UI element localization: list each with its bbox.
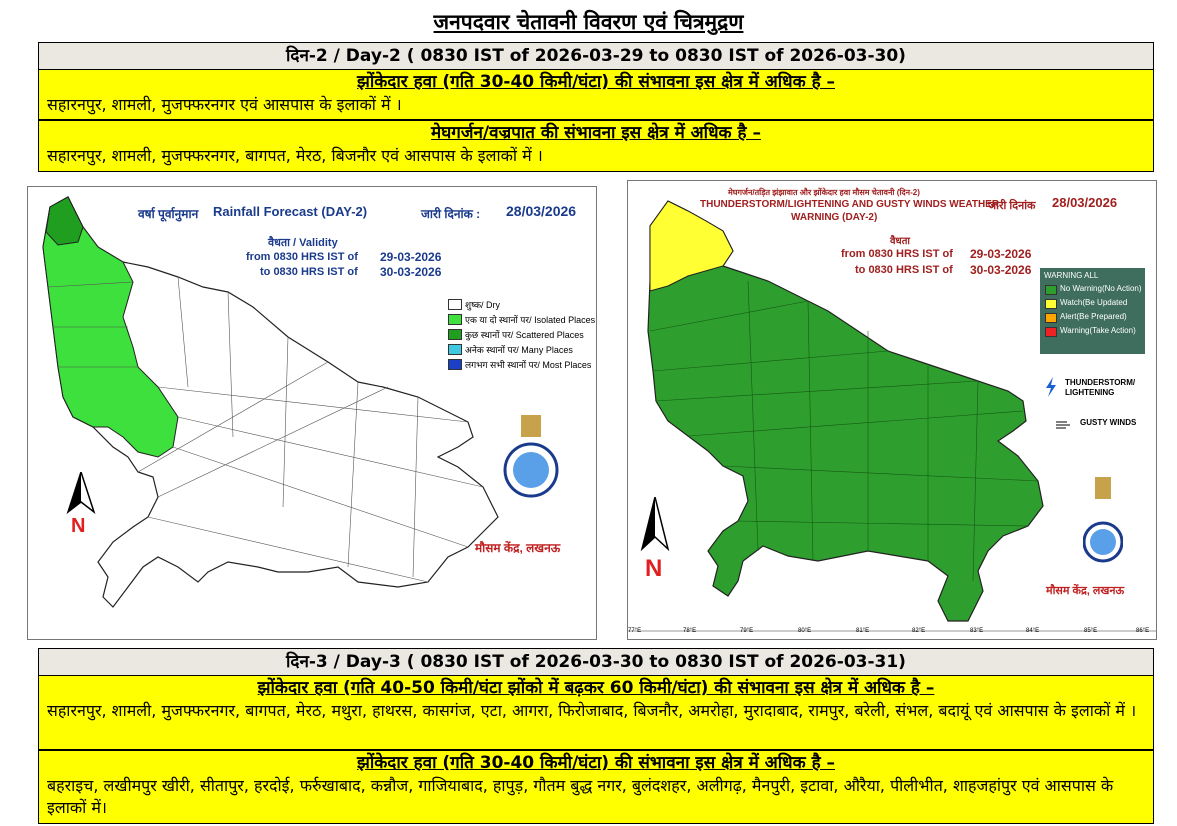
rainfall-forecast-map xyxy=(27,186,597,640)
warning-title-en-2: WARNING (DAY-2) xyxy=(791,212,878,223)
day3-gusty-strong-districts: सहारनपुर, शामली, मुजफ्फरनगर, बागपत, मेरठ, मथुरा, हाथरस, कासगंज, एटा, आगरा, फिरोजाबाद, बिजनौर, अमरोहा, मुरादाबाद, रामपुर, बरेली, संभल, बदायूं एवं आसपास के इलाकों में । xyxy=(47,701,1137,720)
day2-gusty-block xyxy=(38,70,1154,120)
rainfall-to-date: 30-03-2026 xyxy=(380,265,442,279)
day3-header: दिन-3 / Day-3 ( 0830 IST of 2026-03-30 to 0830 IST of 2026-03-31) xyxy=(38,648,1154,676)
legend-swatch-most xyxy=(448,359,462,370)
legend-swatch-dry xyxy=(448,299,462,310)
warning-to-label: to 0830 HRS IST of xyxy=(855,264,953,276)
day2-gusty-districts: सहारनपुर, शामली, मुजफ्फरनगर एवं आसपास के इलाकों में । xyxy=(47,95,402,114)
legend-label-dry: शुष्क/ Dry xyxy=(465,300,501,310)
rainfall-title-hi: वर्षा पूर्वानुमान xyxy=(138,207,199,221)
lon-tick: 77°E xyxy=(628,628,642,634)
day2-header: दिन-2 / Day-2 ( 0830 IST of 2026-03-29 to 0830 IST of 2026-03-30) xyxy=(38,42,1154,70)
warning-legend-title: WARNING ALL xyxy=(1044,271,1099,280)
warning-legend xyxy=(1040,268,1145,354)
day2-gusty-heading: झोंकेदार हवा (गति 30-40 किमी/घंटा) की संभावना इस क्षेत्र में अधिक है – xyxy=(356,72,836,92)
lon-tick: 80°E xyxy=(798,628,812,634)
legend-swatch-many xyxy=(448,344,462,355)
office-name-right: मौसम केंद्र, लखनऊ xyxy=(1046,585,1125,597)
rainfall-issue-date: 28/03/2026 xyxy=(506,203,577,219)
scattered-rain-region xyxy=(46,197,83,245)
lon-tick: 86°E xyxy=(1136,628,1150,634)
warning-label-warning: Warning(Take Action) xyxy=(1060,326,1136,335)
warning-title-hi: मेघगर्जन/तड़ित झंझावात और झोंकेदार हवा मौसम चेतावनी (दिन-2) xyxy=(728,188,920,197)
warning-issue-date: 28/03/2026 xyxy=(1052,195,1118,210)
lon-tick: 82°E xyxy=(912,628,926,634)
warning-label-none: No Warning(No Action) xyxy=(1060,284,1142,293)
rainfall-validity-title: वैधता / Validity xyxy=(268,237,338,249)
imd-emblem-icon-right xyxy=(1083,477,1123,573)
north-label-right: N xyxy=(645,555,663,582)
north-label: N xyxy=(71,515,86,537)
rainfall-issue-label: जारी दिनांक : xyxy=(421,207,481,221)
day2-thunder-districts: सहारनपुर, शामली, मुजफ्फरनगर, बागपत, मेरठ, बिजनौर एवं आसपास के इलाकों में । xyxy=(47,146,543,165)
rainfall-to-label: to 0830 HRS IST of xyxy=(260,266,358,278)
gusty-wind-icon xyxy=(1056,419,1072,431)
office-name: मौसम केंद्र, लखनऊ xyxy=(475,541,561,555)
legend-label-scattered: कुछ स्थानों पर/ Scattered Places xyxy=(465,330,584,340)
thunderstorm-warning-map xyxy=(627,180,1157,640)
warning-label-watch: Watch(Be Updated xyxy=(1060,298,1128,307)
north-arrow-icon xyxy=(66,472,96,514)
imd-emblem-icon xyxy=(503,415,559,505)
day3-gusty-strong-heading: झोंकेदार हवा (गति 40-50 किमी/घंटा झोंको में बढ़कर 60 किमी/घंटा) की संभावना इस क्षेत्र में अधिक है – xyxy=(257,678,935,698)
warning-swatch-warning xyxy=(1045,327,1057,337)
warning-label-alert: Alert(Be Prepared) xyxy=(1060,312,1127,321)
warning-title-en-1: THUNDERSTORM/LIGHTENING AND GUSTY WINDS WEATHER xyxy=(700,199,1000,210)
rainfall-title-en: Rainfall Forecast (DAY-2) xyxy=(213,204,368,219)
lon-tick: 85°E xyxy=(1084,628,1098,634)
warning-swatch-alert xyxy=(1045,313,1057,323)
lon-tick: 84°E xyxy=(1026,628,1040,634)
lon-tick: 78°E xyxy=(683,628,697,634)
day3-gusty-moderate-block xyxy=(38,750,1154,824)
day3-gusty-strong-block xyxy=(38,676,1154,750)
thunder-label-2: LIGHTENING xyxy=(1065,388,1115,397)
rainfall-from-label: from 0830 HRS IST of xyxy=(246,251,358,263)
day3-gusty-moderate-districts: बहराइच, लखीमपुर खीरी, सीतापुर, हरदोई, फर्रुखाबाद, कन्नौज, गाजियाबाद, हापुड़, गौतम बुद्ध नगर, बुलंदशहर, अलीगढ़, मैनपुरी, इटावा, औरैया, पीलीभीत, शाहजहांपुर एवं आसपास के इलाकों में। xyxy=(47,776,1114,817)
north-arrow-icon-right xyxy=(640,497,670,553)
warning-swatch-watch xyxy=(1045,299,1057,309)
lon-tick: 79°E xyxy=(740,628,754,634)
warning-to-date: 30-03-2026 xyxy=(970,263,1032,277)
legend-label-many: अनेक स्थानों पर/ Many Places xyxy=(465,345,573,355)
warning-swatch-none xyxy=(1045,285,1057,295)
thunder-label-1: THUNDERSTORM/ xyxy=(1065,378,1136,387)
warning-validity-title: वैधता xyxy=(890,236,910,247)
legend-swatch-isolated xyxy=(448,314,462,325)
day2-thunder-heading: मेघगर्जन/वज्रपात की संभावना इस क्षेत्र में अधिक है – xyxy=(431,123,761,143)
legend-label-most: लगभग सभी स्थानों पर/ Most Places xyxy=(465,360,592,370)
warning-from-label: from 0830 HRS IST of xyxy=(841,248,953,260)
day2-thunder-block xyxy=(38,120,1154,172)
legend-label-isolated: एक या दो स्थानों पर/ Isolated Places xyxy=(465,315,596,325)
warning-from-date: 29-03-2026 xyxy=(970,247,1032,261)
day3-gusty-moderate-heading: झोंकेदार हवा (गति 30-40 किमी/घंटा) की संभावना इस क्षेत्र में अधिक है – xyxy=(356,753,836,773)
lon-tick: 83°E xyxy=(970,628,984,634)
rainfall-from-date: 29-03-2026 xyxy=(380,250,442,264)
lon-tick: 81°E xyxy=(856,628,870,634)
warning-issue-label: जारी दिनांक xyxy=(988,200,1036,212)
page-title: जनपदवार चेतावनी विवरण एवं चित्रमुद्रण xyxy=(433,10,744,34)
lightning-icon xyxy=(1044,377,1058,397)
legend-swatch-scattered xyxy=(448,329,462,340)
gusty-label: GUSTY WINDS xyxy=(1080,418,1137,427)
